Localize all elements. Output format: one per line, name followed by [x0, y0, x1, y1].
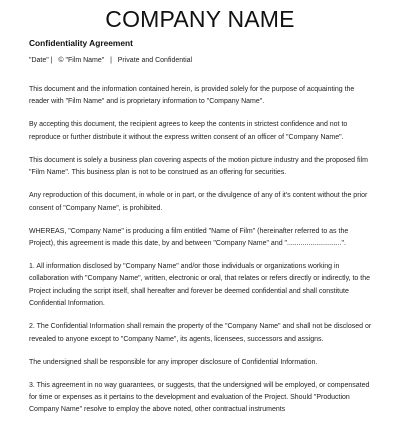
- paragraph-clause-1: 1. All information disclosed by "Company Name" and/or those individuals or organizations working in collaboration with "Company Name", written, electronic or oral, that relates or refers directly or indirectly, to the Project including the script itself, shall hereafter and forever be deemed confidential and shall constitute Confidential Information.: [29, 263, 370, 308]
- document-meta-line: "Date" | © "Film Name" | Private and Confidential: [29, 57, 193, 64]
- paragraph-purpose: This document and the information contained herein, is provided solely for the purpose of acquainting the reader with "Film Name" and is proprietary information to "Company Name".: [29, 86, 355, 106]
- paragraph-business-plan: This document is solely a business plan covering aspects of the motion picture industry and the proposed film "Film Name". This business plan is not to be construed as an offering for securities.: [29, 156, 368, 177]
- document-body: [29, 84, 374, 427]
- document-heading: Confidentiality Agreement: [29, 38, 133, 48]
- company-name-title: COMPANY NAME: [105, 6, 295, 32]
- paragraph-acceptance: By accepting this document, the recipient agrees to keep the contents in strictest confidence and not to reproduce or further distribute it without the express written consent of an officer of "Company Name".: [29, 121, 348, 141]
- paragraph-responsibility: The undersigned shall be responsible for any improper disclosure of Confidential Information.: [29, 358, 318, 366]
- paragraph-whereas: WHEREAS, "Company Name" is producing a film entitled "Name of Film" (hereinafter referred to as the Project), this agreement is made this date, by and between "Company Name" and "............................".: [29, 227, 349, 248]
- paragraph-reproduction: Any reproduction of this document, in whole or in part, or the divulgence of any of it's content without the prior consent of "Company Name", is prohibited.: [29, 192, 368, 212]
- paragraph-clause-2: 2. The Confidential Information shall remain the property of the "Company Name" and shall not be disclosed or revealed to anyone except to "Company Name", its agents, licensees, successors and assigns.: [29, 323, 372, 343]
- paragraph-clause-3: 3. This agreement in no way guarantees, or suggests, that the undersigned will be employed, or compensated for time or expenses as it pertains to the development and evaluation of the Project. Should "Production Company Name" resolve to employ the above noted, other contractual instruments: [29, 381, 370, 414]
